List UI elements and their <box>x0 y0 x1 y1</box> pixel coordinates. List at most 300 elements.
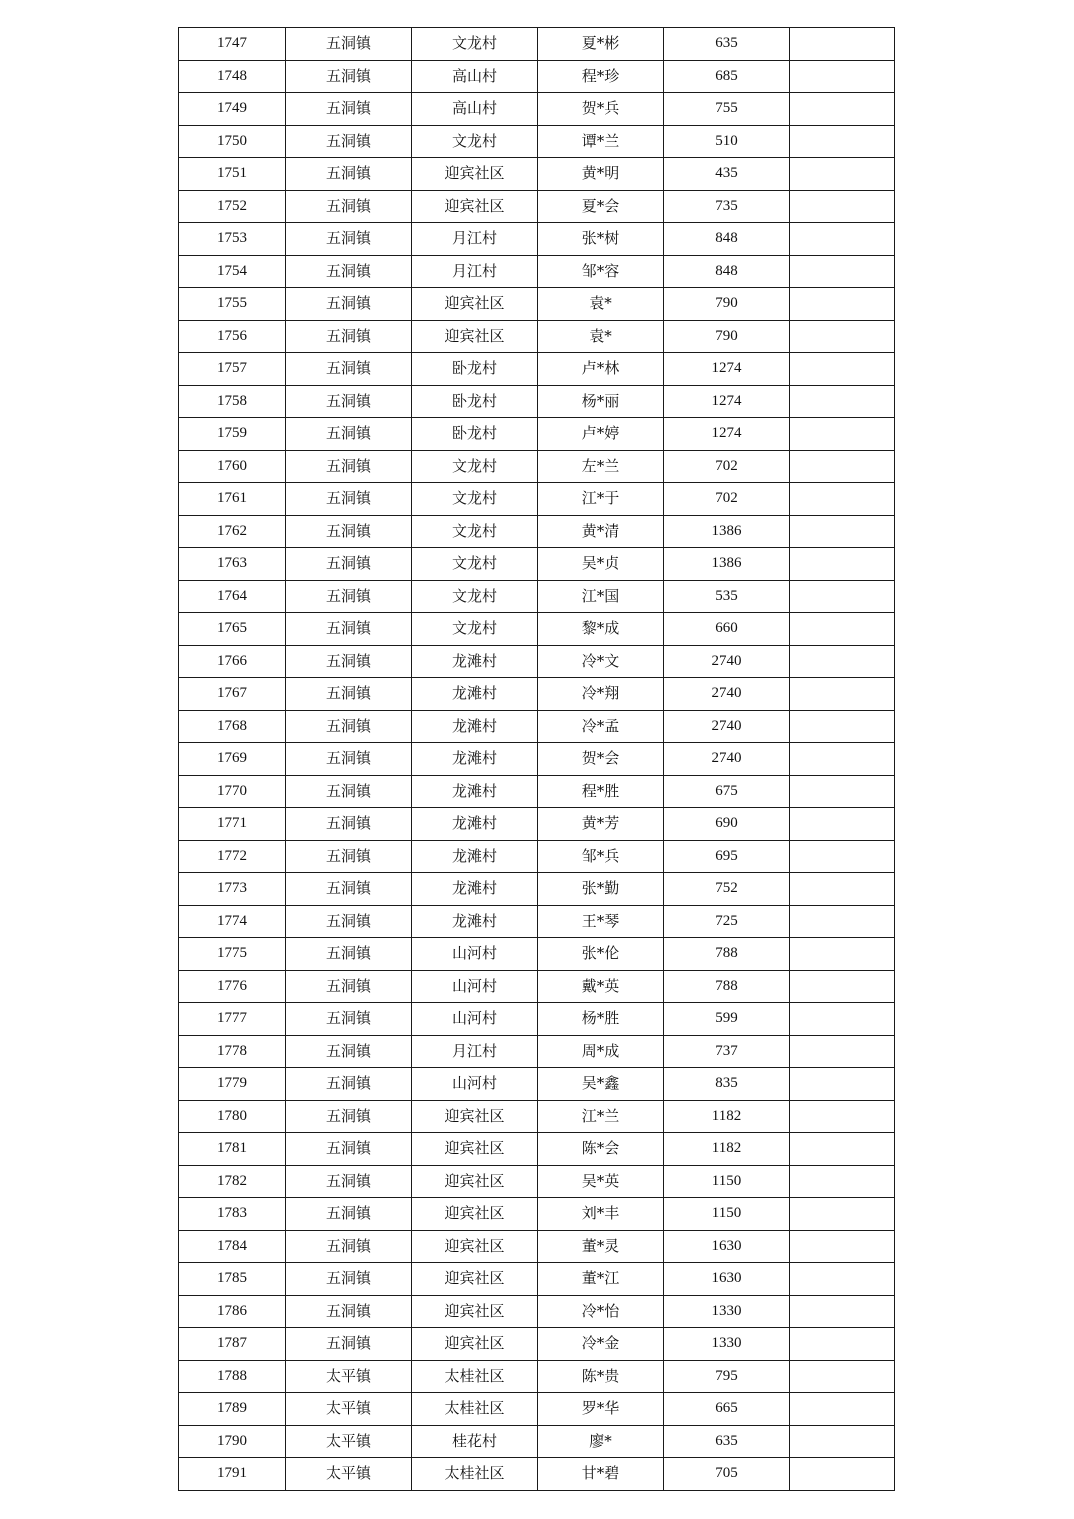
table-row <box>179 710 895 743</box>
amount-cell: 737 <box>664 1035 790 1068</box>
person-name-cell: 程*珍 <box>538 60 664 93</box>
roster-table <box>178 27 895 1491</box>
table-row <box>179 645 895 678</box>
table-row <box>179 1133 895 1166</box>
amount-cell: 435 <box>664 158 790 191</box>
town-cell: 五洞镇 <box>286 515 412 548</box>
town-cell: 五洞镇 <box>286 1133 412 1166</box>
table-row <box>179 905 895 938</box>
table-row <box>179 1165 895 1198</box>
table-row <box>179 775 895 808</box>
town-cell: 五洞镇 <box>286 710 412 743</box>
remark-cell <box>790 1165 895 1198</box>
village-cell: 月江村 <box>412 223 538 256</box>
amount-cell: 788 <box>664 970 790 1003</box>
town-cell: 五洞镇 <box>286 645 412 678</box>
remark-cell <box>790 1425 895 1458</box>
village-cell: 迎宾社区 <box>412 1295 538 1328</box>
remark-cell <box>790 645 895 678</box>
person-name-cell: 邹*兵 <box>538 840 664 873</box>
person-name-cell: 冷*翔 <box>538 678 664 711</box>
serial-number-cell: 1750 <box>179 125 286 158</box>
amount-cell: 635 <box>664 28 790 61</box>
roster-table-body <box>179 28 895 1491</box>
table-row <box>179 320 895 353</box>
village-cell: 太桂社区 <box>412 1360 538 1393</box>
person-name-cell: 吴*鑫 <box>538 1068 664 1101</box>
serial-number-cell: 1769 <box>179 743 286 776</box>
remark-cell <box>790 1003 895 1036</box>
village-cell: 迎宾社区 <box>412 158 538 191</box>
serial-number-cell: 1774 <box>179 905 286 938</box>
town-cell: 五洞镇 <box>286 125 412 158</box>
remark-cell <box>790 905 895 938</box>
town-cell: 五洞镇 <box>286 60 412 93</box>
person-name-cell: 张*伦 <box>538 938 664 971</box>
town-cell: 太平镇 <box>286 1425 412 1458</box>
remark-cell <box>790 775 895 808</box>
person-name-cell: 张*勤 <box>538 873 664 906</box>
remark-cell <box>790 548 895 581</box>
person-name-cell: 程*胜 <box>538 775 664 808</box>
remark-cell <box>790 1458 895 1491</box>
serial-number-cell: 1777 <box>179 1003 286 1036</box>
amount-cell: 788 <box>664 938 790 971</box>
serial-number-cell: 1779 <box>179 1068 286 1101</box>
serial-number-cell: 1762 <box>179 515 286 548</box>
table-row <box>179 483 895 516</box>
person-name-cell: 黄*清 <box>538 515 664 548</box>
town-cell: 太平镇 <box>286 1360 412 1393</box>
amount-cell: 848 <box>664 255 790 288</box>
village-cell: 卧龙村 <box>412 353 538 386</box>
person-name-cell: 贺*兵 <box>538 93 664 126</box>
town-cell: 五洞镇 <box>286 1295 412 1328</box>
table-row <box>179 840 895 873</box>
person-name-cell: 贺*会 <box>538 743 664 776</box>
table-row <box>179 970 895 1003</box>
table-row <box>179 1003 895 1036</box>
amount-cell: 660 <box>664 613 790 646</box>
table-row <box>179 1360 895 1393</box>
serial-number-cell: 1754 <box>179 255 286 288</box>
amount-cell: 735 <box>664 190 790 223</box>
serial-number-cell: 1763 <box>179 548 286 581</box>
town-cell: 五洞镇 <box>286 1035 412 1068</box>
person-name-cell: 戴*英 <box>538 970 664 1003</box>
remark-cell <box>790 1100 895 1133</box>
serial-number-cell: 1781 <box>179 1133 286 1166</box>
person-name-cell: 卢*婷 <box>538 418 664 451</box>
amount-cell: 1150 <box>664 1198 790 1231</box>
table-row <box>179 190 895 223</box>
remark-cell <box>790 678 895 711</box>
person-name-cell: 罗*华 <box>538 1393 664 1426</box>
village-cell: 龙滩村 <box>412 840 538 873</box>
remark-cell <box>790 385 895 418</box>
person-name-cell: 袁* <box>538 320 664 353</box>
remark-cell <box>790 515 895 548</box>
village-cell: 高山村 <box>412 60 538 93</box>
serial-number-cell: 1768 <box>179 710 286 743</box>
table-row <box>179 678 895 711</box>
remark-cell <box>790 450 895 483</box>
table-row <box>179 28 895 61</box>
town-cell: 五洞镇 <box>286 548 412 581</box>
remark-cell <box>790 255 895 288</box>
town-cell: 五洞镇 <box>286 190 412 223</box>
person-name-cell: 陈*贵 <box>538 1360 664 1393</box>
remark-cell <box>790 873 895 906</box>
remark-cell <box>790 158 895 191</box>
amount-cell: 2740 <box>664 678 790 711</box>
town-cell: 五洞镇 <box>286 483 412 516</box>
remark-cell <box>790 483 895 516</box>
town-cell: 五洞镇 <box>286 158 412 191</box>
amount-cell: 2740 <box>664 710 790 743</box>
town-cell: 五洞镇 <box>286 1003 412 1036</box>
village-cell: 山河村 <box>412 1068 538 1101</box>
village-cell: 文龙村 <box>412 613 538 646</box>
remark-cell <box>790 1295 895 1328</box>
town-cell: 五洞镇 <box>286 580 412 613</box>
table-row <box>179 613 895 646</box>
village-cell: 月江村 <box>412 255 538 288</box>
remark-cell <box>790 1328 895 1361</box>
person-name-cell: 袁* <box>538 288 664 321</box>
village-cell: 桂花村 <box>412 1425 538 1458</box>
town-cell: 五洞镇 <box>286 613 412 646</box>
person-name-cell: 卢*林 <box>538 353 664 386</box>
remark-cell <box>790 1360 895 1393</box>
town-cell: 五洞镇 <box>286 320 412 353</box>
remark-cell <box>790 1198 895 1231</box>
village-cell: 高山村 <box>412 93 538 126</box>
serial-number-cell: 1756 <box>179 320 286 353</box>
amount-cell: 752 <box>664 873 790 906</box>
remark-cell <box>790 1393 895 1426</box>
serial-number-cell: 1751 <box>179 158 286 191</box>
table-row <box>179 1068 895 1101</box>
town-cell: 五洞镇 <box>286 353 412 386</box>
town-cell: 五洞镇 <box>286 905 412 938</box>
remark-cell <box>790 808 895 841</box>
village-cell: 迎宾社区 <box>412 320 538 353</box>
amount-cell: 702 <box>664 483 790 516</box>
remark-cell <box>790 1263 895 1296</box>
table-row <box>179 60 895 93</box>
village-cell: 龙滩村 <box>412 645 538 678</box>
remark-cell <box>790 1133 895 1166</box>
table-row <box>179 1100 895 1133</box>
town-cell: 太平镇 <box>286 1458 412 1491</box>
village-cell: 文龙村 <box>412 28 538 61</box>
table-row <box>179 580 895 613</box>
serial-number-cell: 1767 <box>179 678 286 711</box>
serial-number-cell: 1789 <box>179 1393 286 1426</box>
table-row <box>179 808 895 841</box>
remark-cell <box>790 1068 895 1101</box>
table-row <box>179 1230 895 1263</box>
serial-number-cell: 1747 <box>179 28 286 61</box>
town-cell: 五洞镇 <box>286 775 412 808</box>
amount-cell: 790 <box>664 320 790 353</box>
remark-cell <box>790 613 895 646</box>
table-row <box>179 125 895 158</box>
serial-number-cell: 1765 <box>179 613 286 646</box>
serial-number-cell: 1783 <box>179 1198 286 1231</box>
town-cell: 五洞镇 <box>286 1230 412 1263</box>
town-cell: 五洞镇 <box>286 678 412 711</box>
amount-cell: 535 <box>664 580 790 613</box>
remark-cell <box>790 223 895 256</box>
person-name-cell: 夏*彬 <box>538 28 664 61</box>
village-cell: 龙滩村 <box>412 775 538 808</box>
serial-number-cell: 1764 <box>179 580 286 613</box>
person-name-cell: 谭*兰 <box>538 125 664 158</box>
amount-cell: 1182 <box>664 1100 790 1133</box>
town-cell: 五洞镇 <box>286 1198 412 1231</box>
table-row <box>179 1198 895 1231</box>
town-cell: 五洞镇 <box>286 970 412 1003</box>
town-cell: 五洞镇 <box>286 1068 412 1101</box>
serial-number-cell: 1759 <box>179 418 286 451</box>
serial-number-cell: 1791 <box>179 1458 286 1491</box>
remark-cell <box>790 743 895 776</box>
amount-cell: 510 <box>664 125 790 158</box>
serial-number-cell: 1780 <box>179 1100 286 1133</box>
remark-cell <box>790 580 895 613</box>
remark-cell <box>790 1035 895 1068</box>
amount-cell: 1330 <box>664 1328 790 1361</box>
person-name-cell: 张*树 <box>538 223 664 256</box>
amount-cell: 795 <box>664 1360 790 1393</box>
table-row <box>179 93 895 126</box>
person-name-cell: 夏*会 <box>538 190 664 223</box>
serial-number-cell: 1760 <box>179 450 286 483</box>
village-cell: 迎宾社区 <box>412 288 538 321</box>
town-cell: 五洞镇 <box>286 450 412 483</box>
person-name-cell: 董*江 <box>538 1263 664 1296</box>
serial-number-cell: 1766 <box>179 645 286 678</box>
village-cell: 迎宾社区 <box>412 1263 538 1296</box>
town-cell: 五洞镇 <box>286 385 412 418</box>
town-cell: 五洞镇 <box>286 873 412 906</box>
person-name-cell: 江*国 <box>538 580 664 613</box>
amount-cell: 690 <box>664 808 790 841</box>
amount-cell: 1330 <box>664 1295 790 1328</box>
amount-cell: 1630 <box>664 1263 790 1296</box>
town-cell: 五洞镇 <box>286 223 412 256</box>
serial-number-cell: 1757 <box>179 353 286 386</box>
serial-number-cell: 1772 <box>179 840 286 873</box>
amount-cell: 725 <box>664 905 790 938</box>
town-cell: 五洞镇 <box>286 840 412 873</box>
amount-cell: 702 <box>664 450 790 483</box>
serial-number-cell: 1753 <box>179 223 286 256</box>
serial-number-cell: 1755 <box>179 288 286 321</box>
town-cell: 太平镇 <box>286 1393 412 1426</box>
person-name-cell: 董*灵 <box>538 1230 664 1263</box>
village-cell: 迎宾社区 <box>412 1100 538 1133</box>
village-cell: 卧龙村 <box>412 418 538 451</box>
serial-number-cell: 1788 <box>179 1360 286 1393</box>
person-name-cell: 杨*胜 <box>538 1003 664 1036</box>
table-row <box>179 938 895 971</box>
amount-cell: 675 <box>664 775 790 808</box>
amount-cell: 848 <box>664 223 790 256</box>
table-row <box>179 418 895 451</box>
person-name-cell: 甘*碧 <box>538 1458 664 1491</box>
village-cell: 卧龙村 <box>412 385 538 418</box>
town-cell: 五洞镇 <box>286 93 412 126</box>
table-row <box>179 385 895 418</box>
person-name-cell: 廖* <box>538 1425 664 1458</box>
amount-cell: 1274 <box>664 353 790 386</box>
table-row <box>179 548 895 581</box>
town-cell: 五洞镇 <box>286 288 412 321</box>
village-cell: 文龙村 <box>412 450 538 483</box>
town-cell: 五洞镇 <box>286 938 412 971</box>
town-cell: 五洞镇 <box>286 743 412 776</box>
person-name-cell: 江*兰 <box>538 1100 664 1133</box>
village-cell: 迎宾社区 <box>412 1165 538 1198</box>
remark-cell <box>790 28 895 61</box>
remark-cell <box>790 60 895 93</box>
village-cell: 龙滩村 <box>412 808 538 841</box>
amount-cell: 1150 <box>664 1165 790 1198</box>
amount-cell: 599 <box>664 1003 790 1036</box>
serial-number-cell: 1770 <box>179 775 286 808</box>
village-cell: 龙滩村 <box>412 873 538 906</box>
remark-cell <box>790 938 895 971</box>
remark-cell <box>790 125 895 158</box>
table-row <box>179 743 895 776</box>
village-cell: 迎宾社区 <box>412 1328 538 1361</box>
serial-number-cell: 1776 <box>179 970 286 1003</box>
person-name-cell: 陈*会 <box>538 1133 664 1166</box>
serial-number-cell: 1761 <box>179 483 286 516</box>
person-name-cell: 黎*成 <box>538 613 664 646</box>
table-row <box>179 158 895 191</box>
town-cell: 五洞镇 <box>286 255 412 288</box>
person-name-cell: 王*琴 <box>538 905 664 938</box>
person-name-cell: 左*兰 <box>538 450 664 483</box>
person-name-cell: 冷*怡 <box>538 1295 664 1328</box>
amount-cell: 695 <box>664 840 790 873</box>
serial-number-cell: 1752 <box>179 190 286 223</box>
table-row <box>179 515 895 548</box>
village-cell: 龙滩村 <box>412 743 538 776</box>
serial-number-cell: 1786 <box>179 1295 286 1328</box>
remark-cell <box>790 970 895 1003</box>
amount-cell: 665 <box>664 1393 790 1426</box>
table-row <box>179 223 895 256</box>
village-cell: 太桂社区 <box>412 1393 538 1426</box>
remark-cell <box>790 93 895 126</box>
remark-cell <box>790 710 895 743</box>
amount-cell: 835 <box>664 1068 790 1101</box>
village-cell: 迎宾社区 <box>412 1198 538 1231</box>
village-cell: 迎宾社区 <box>412 1230 538 1263</box>
amount-cell: 2740 <box>664 743 790 776</box>
town-cell: 五洞镇 <box>286 808 412 841</box>
remark-cell <box>790 320 895 353</box>
village-cell: 龙滩村 <box>412 710 538 743</box>
serial-number-cell: 1790 <box>179 1425 286 1458</box>
serial-number-cell: 1749 <box>179 93 286 126</box>
amount-cell: 755 <box>664 93 790 126</box>
village-cell: 太桂社区 <box>412 1458 538 1491</box>
table-row <box>179 1295 895 1328</box>
village-cell: 迎宾社区 <box>412 1133 538 1166</box>
serial-number-cell: 1784 <box>179 1230 286 1263</box>
amount-cell: 1386 <box>664 548 790 581</box>
table-row <box>179 1263 895 1296</box>
serial-number-cell: 1785 <box>179 1263 286 1296</box>
amount-cell: 790 <box>664 288 790 321</box>
village-cell: 文龙村 <box>412 580 538 613</box>
serial-number-cell: 1778 <box>179 1035 286 1068</box>
village-cell: 文龙村 <box>412 483 538 516</box>
village-cell: 文龙村 <box>412 515 538 548</box>
person-name-cell: 冷*孟 <box>538 710 664 743</box>
amount-cell: 685 <box>664 60 790 93</box>
remark-cell <box>790 288 895 321</box>
serial-number-cell: 1758 <box>179 385 286 418</box>
town-cell: 五洞镇 <box>286 1328 412 1361</box>
village-cell: 月江村 <box>412 1035 538 1068</box>
person-name-cell: 吴*贞 <box>538 548 664 581</box>
village-cell: 山河村 <box>412 1003 538 1036</box>
person-name-cell: 冷*金 <box>538 1328 664 1361</box>
town-cell: 五洞镇 <box>286 418 412 451</box>
village-cell: 迎宾社区 <box>412 190 538 223</box>
remark-cell <box>790 840 895 873</box>
remark-cell <box>790 353 895 386</box>
serial-number-cell: 1782 <box>179 1165 286 1198</box>
person-name-cell: 刘*丰 <box>538 1198 664 1231</box>
amount-cell: 705 <box>664 1458 790 1491</box>
town-cell: 五洞镇 <box>286 1165 412 1198</box>
amount-cell: 1274 <box>664 418 790 451</box>
person-name-cell: 邹*容 <box>538 255 664 288</box>
amount-cell: 2740 <box>664 645 790 678</box>
serial-number-cell: 1775 <box>179 938 286 971</box>
serial-number-cell: 1748 <box>179 60 286 93</box>
person-name-cell: 黄*芳 <box>538 808 664 841</box>
table-row <box>179 1035 895 1068</box>
table-row <box>179 1393 895 1426</box>
person-name-cell: 吴*英 <box>538 1165 664 1198</box>
village-cell: 文龙村 <box>412 548 538 581</box>
serial-number-cell: 1771 <box>179 808 286 841</box>
village-cell: 山河村 <box>412 970 538 1003</box>
village-cell: 山河村 <box>412 938 538 971</box>
village-cell: 文龙村 <box>412 125 538 158</box>
table-row <box>179 1425 895 1458</box>
village-cell: 龙滩村 <box>412 905 538 938</box>
remark-cell <box>790 418 895 451</box>
serial-number-cell: 1787 <box>179 1328 286 1361</box>
person-name-cell: 杨*丽 <box>538 385 664 418</box>
amount-cell: 1274 <box>664 385 790 418</box>
table-row <box>179 353 895 386</box>
town-cell: 五洞镇 <box>286 28 412 61</box>
remark-cell <box>790 190 895 223</box>
remark-cell <box>790 1230 895 1263</box>
amount-cell: 1386 <box>664 515 790 548</box>
